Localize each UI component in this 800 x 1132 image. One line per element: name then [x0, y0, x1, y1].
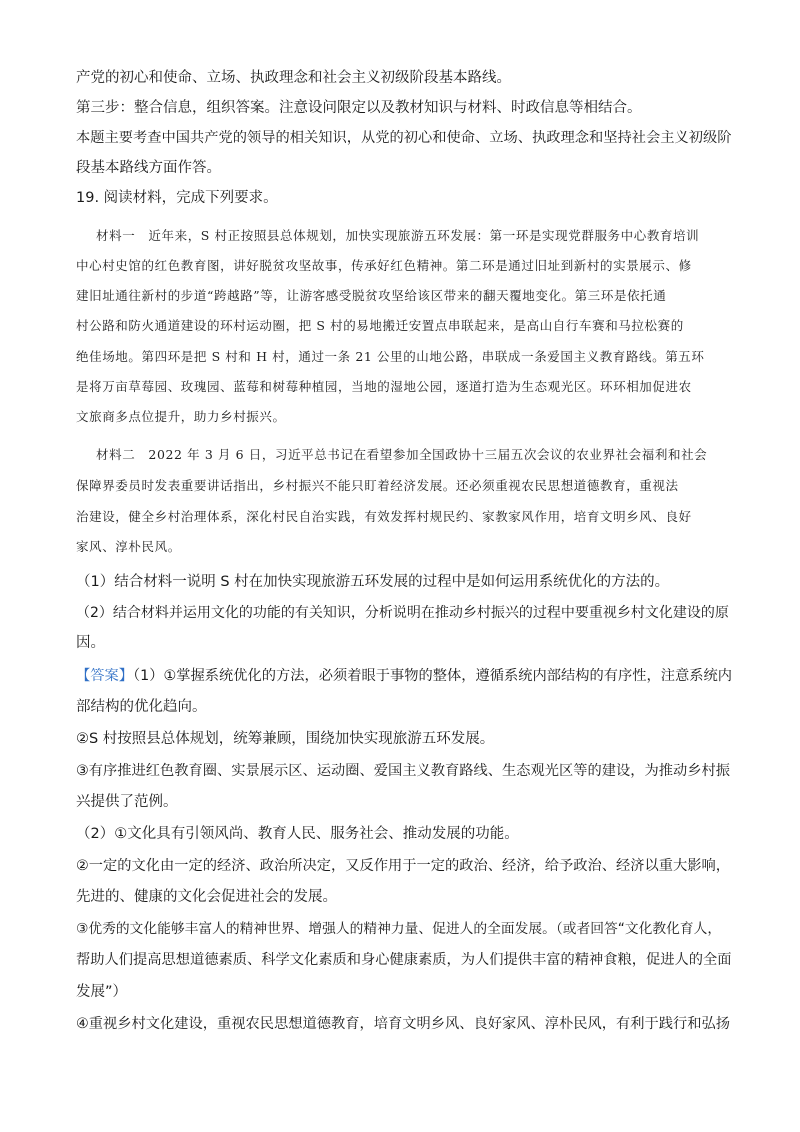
answer-line: 先进的、健康的文化会促进社会的发展。 — [76, 889, 337, 905]
text-line: 本题主要考查中国共产党的领导的相关知识，从党的初心和使命、立场、执政理念和坚持社会主义初级阶 — [76, 130, 732, 146]
answer-first-line — [76, 666, 732, 686]
material-one-line: 是将万亩草莓园、玫瑰园、蓝莓和树莓种植园，当地的湿地公园，逐道打造为生态观光区。环环相加促进农 — [76, 379, 692, 394]
answer-line: 帮助人们提高思想道德素质、科学文化素质和身心健康素质，为人们提供丰富的精神食粮，促进人的全面 — [76, 952, 732, 968]
material-two-line: 家风、淳朴民风。 — [76, 539, 181, 554]
material-one-line: 中心村史馆的红色教育图，讲好脱贫攻坚故事，传承好红色精神。第二环是通过旧址到新村的实景展示、修 — [76, 258, 692, 273]
answer-line: ④重视乡村文化建设，重视农民思想道德教育，培育文明乡风、良好家风、淳朴民风，有利于践行和弘扬 — [76, 1016, 731, 1032]
answer-text: （1）①掌握系统优化的方法，必须着眼于事物的整体，遵循系统内部结构的有序性，注意系统内 — [133, 668, 732, 684]
answer-line: ②一定的文化由一定的经济、政治所决定，又反作用于一定的政治、经济，给予政治、经济以重大影响， — [76, 858, 731, 874]
answer-line: ②S 村按照县总体规划，统筹兼顾，围绕加快实现旅游五环发展。 — [76, 731, 495, 747]
material-two-line: 材料二 2022 年 3 月 6 日，习近平总书记在看望参加全国政协十三届五次会议的农业界社会福利和社会 — [96, 447, 708, 462]
material-two-line: 治建设，健全乡村治理体系，深化村民自治实践，有效发挥村规民约、家教家风作用，培育文明乡风、良好 — [76, 509, 692, 524]
answer-line: ③有序推进红色教育圈、实景展示区、运动圈、爱国主义教育路线、生态观光区等的建设，为推动乡村振 — [76, 763, 731, 779]
text-line: 产党的初心和使命、立场、执政理念和社会主义初级阶段基本路线。 — [76, 70, 511, 86]
material-one-line: 建旧址通往新村的步道“跨越路”等，让游客感受脱贫攻坚给该区带来的翻天覆地变化。第三环是依托通 — [76, 288, 667, 303]
material-two-line: 保障界委员时发表重要讲话指出，乡村振兴不能只盯着经济发展。还必须重视农民思想道德教育，重视法 — [76, 478, 679, 493]
material-one-line: 文旅商多点位提升，助力乡村振兴。 — [76, 409, 286, 424]
question-two-continued: 因。 — [76, 635, 105, 651]
answer-line: 发展”） — [76, 984, 128, 1000]
question-heading: 19. 阅读材料，完成下列要求。 — [76, 190, 278, 206]
answer-line: ③优秀的文化能够丰富人的精神世界、增强人的精神力量、促进人的全面发展。（或者回答“文化教化育人， — [76, 921, 722, 937]
answer-tag: 【答案】 — [76, 668, 134, 684]
answer-line: 兴提供了范例。 — [76, 794, 178, 810]
text-line: 第三步：整合信息，组织答案。注意设问限定以及教材知识与材料、时政信息等相结合。 — [76, 100, 642, 116]
answer-line: 部结构的优化趋向。 — [76, 699, 207, 715]
material-one-line: 材料一 近年来，S 村正按照县总体规划，加快实现旅游五环发展：第一环是实现党群服务中心教育培训 — [96, 228, 700, 243]
text-line: 段基本路线方面作答。 — [76, 160, 221, 176]
question-two: （2）结合材料并运用文化的功能的有关知识，分析说明在推动乡村振兴的过程中要重视乡村文化建设的原 — [76, 605, 729, 621]
material-one-line: 村公路和防火通道建设的环村运动圈，把 S 村的易地搬迁安置点串联起来，是高山自行车赛和马拉松赛的 — [76, 318, 684, 333]
answer-line: （2）①文化具有引领风尚、教育人民、服务社会、推动发展的功能。 — [76, 826, 519, 842]
question-one: （1）结合材料一说明 S 村在加快实现旅游五环发展的过程中是如何运用系统优化的方法的。 — [76, 574, 670, 590]
material-one-line: 绝佳场地。第四环是把 S 村和 H 村，通过一条 21 公里的山地公路，串联成一条爱国主义教育路线。第五环 — [76, 349, 705, 364]
